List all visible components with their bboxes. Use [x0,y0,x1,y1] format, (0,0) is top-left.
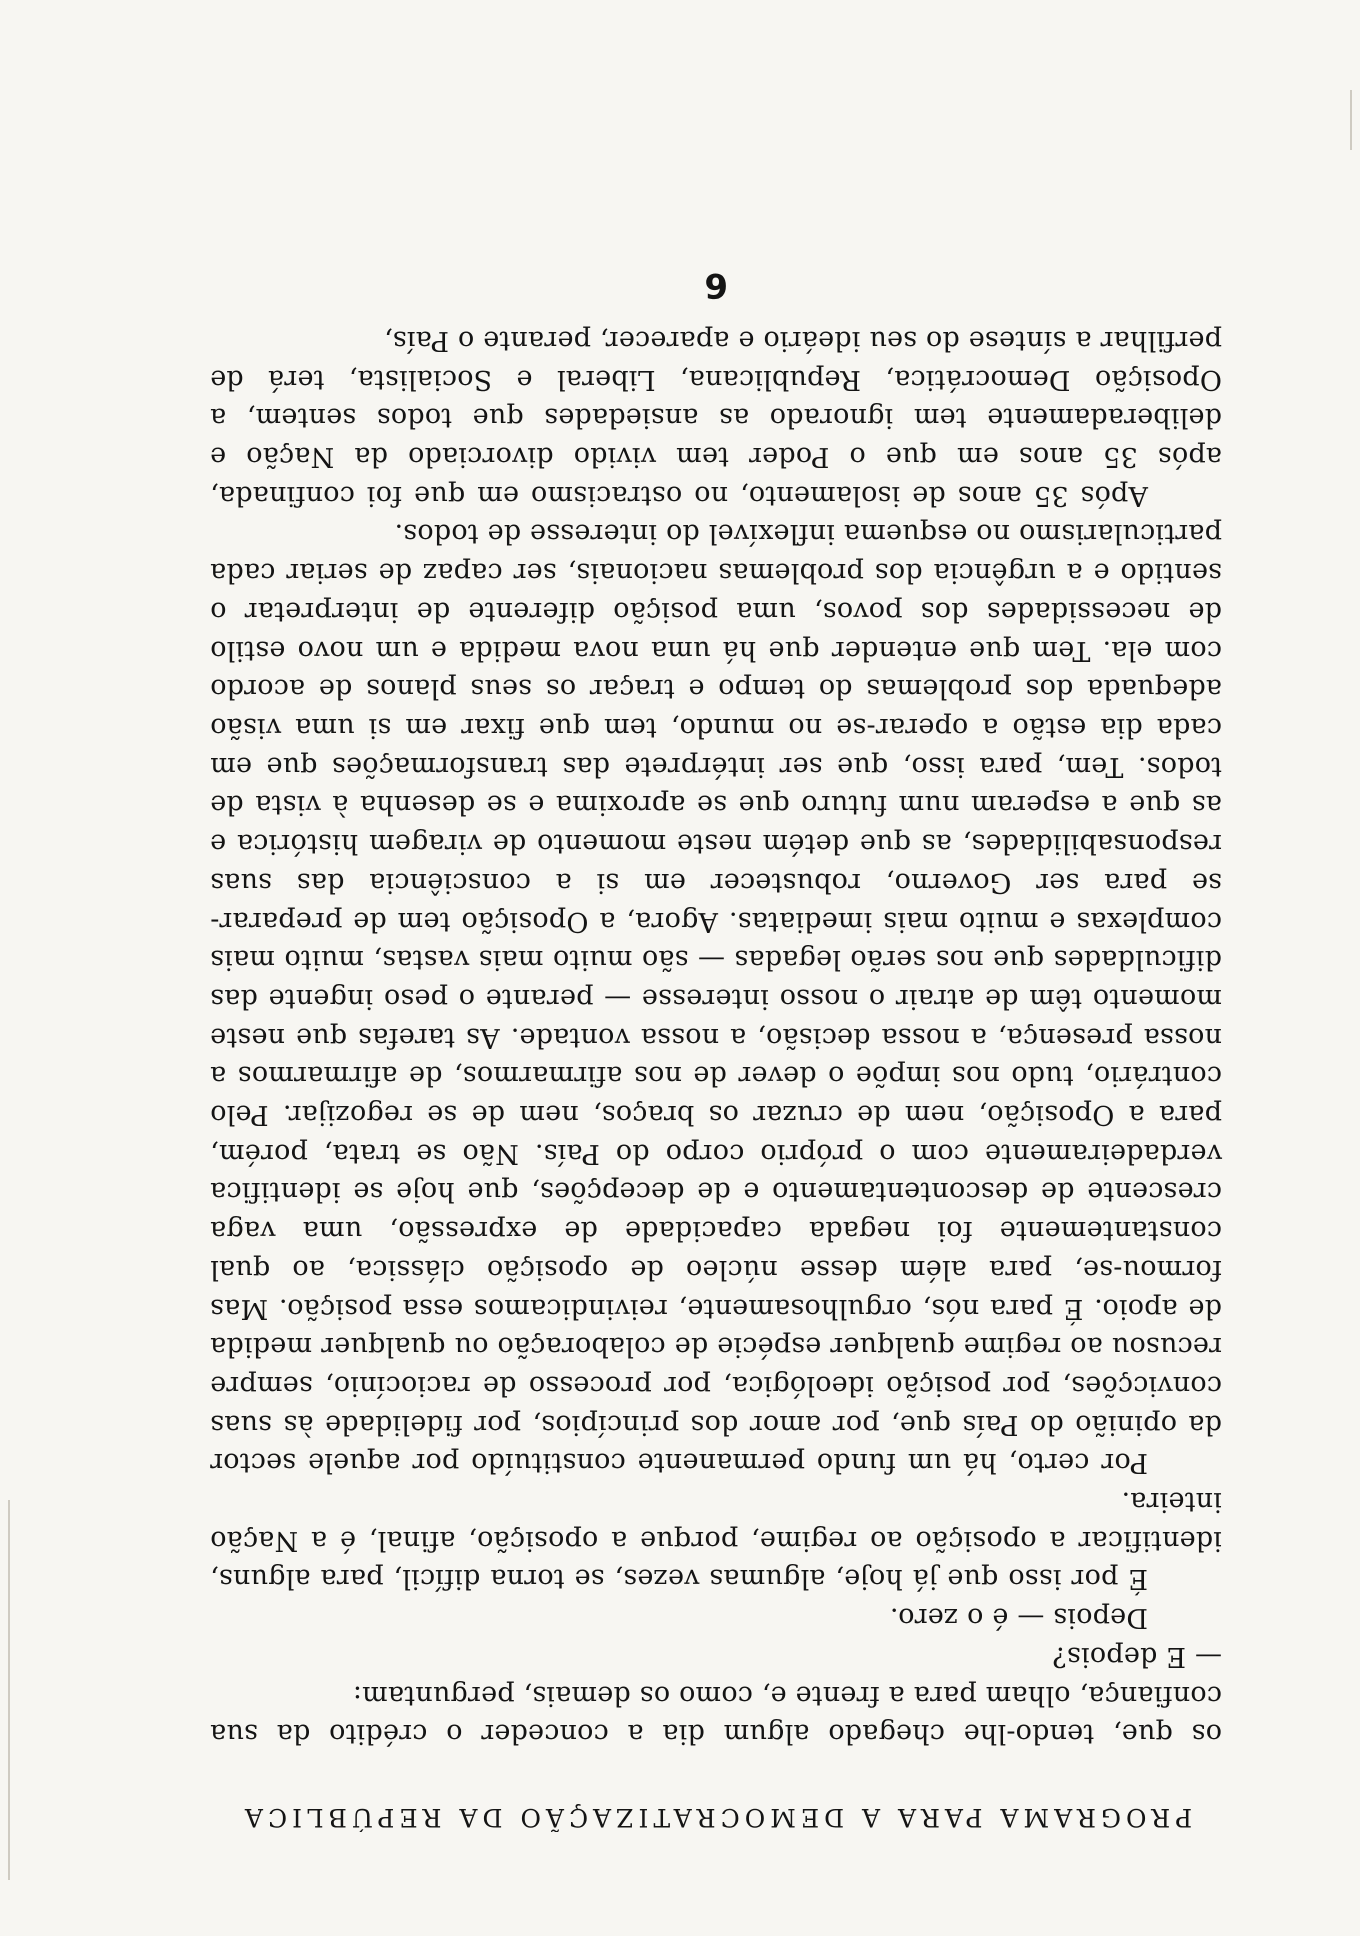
paragraph-after-35-years: Após 35 anos de isolamento, no ostracismo em que foi confinada, após 35 anos em que o Poder tem vivido divorciado da Nação e deliberadamente tem ignorado as ansiedades que todos sentem, a Oposição Democrática, Republicana, Liberal e Socialista, terá de perfilhar a síntese do seu ideário e aparecer, perante o País, [210,324,1222,511]
scan-edge-mark [1350,90,1352,150]
page-content [210,266,1222,1836]
running-header: PROGRAMA PARA A DEMOCRATIZAÇÃO DA REPÚBLICA [239,1803,1193,1832]
page-number: 6 [704,265,728,306]
paragraph-main: Por certo, há um fundo permanente constituído por aquele sector da opinião do País que, por amor dos princípios, por fidelidade às suas convicções, por posição ideológica, por processo de raciocínio, sempre recusou ao regime qualquer espécie de colaboração ou qualquer medida de apoio. É para nós, orgulhosamente, reivindicamos essa posição. Mas formou-se, para além desse núcleo de oposição clássica, ao qual constantemente foi negada capacidade de expressão, uma vaga crescente de descontentamento e de decepções, que hoje se identifica verdadeiramente com o próprio corpo do País. Não se trata, porém, para a Oposição, nem de cruzar os braços, nem de se regozijar. Pelo contrário, tudo nos impõe o dever de nos afirmarmos, de afirmarmos a nossa presença, a nossa decisão, a nossa vontade. As tarefas que neste momento têm de atrair o nosso interesse — perante o peso ingente das dificuldades que nos serão legadas — são muito mais vastas, muito mais complexas e muito mais imediatas. Agora, a Oposição tem de preparar-se para ser Governo, robustecer em si a consciência das suas responsabilidades, as que detém neste momento de viragem histórica e as que a esperam num futuro que se aproxima e se desenha à vista de todos. Tem, para isso, que ser intérprete das transformações que em cada dia estão a operar-se no mundo, tem que fixar em si uma visão adequada dos problemas do tempo e traçar os seus planos de acordo com ela. Tem que entender que há uma nova medida e um novo estilo de necessidades dos povos, uma posição diferente de interpretar o sentido e a urgência dos problemas nacionais, ser capaz de seriar cada particularismo no esquema inflexível do interesse de todos. [210,518,1222,1479]
paragraph-opposition: É por isso que já hoje, algumas vezes, se torna difícil, para alguns, identificar a oposição ao regime, porque a oposição, afinal, é a Nação inteira. [210,1486,1222,1595]
paragraph-answer: Depois — é o zero. [889,1602,1148,1634]
paragraph-continuation: os que, tendo-lhe chegado algum dia a conceder o crédito da sua confiança, olham para a frente e, como os demais, perguntam: [210,1679,1222,1750]
paragraph-question: — E depois? [1052,1640,1222,1672]
scan-edge-mark [8,1500,10,1880]
